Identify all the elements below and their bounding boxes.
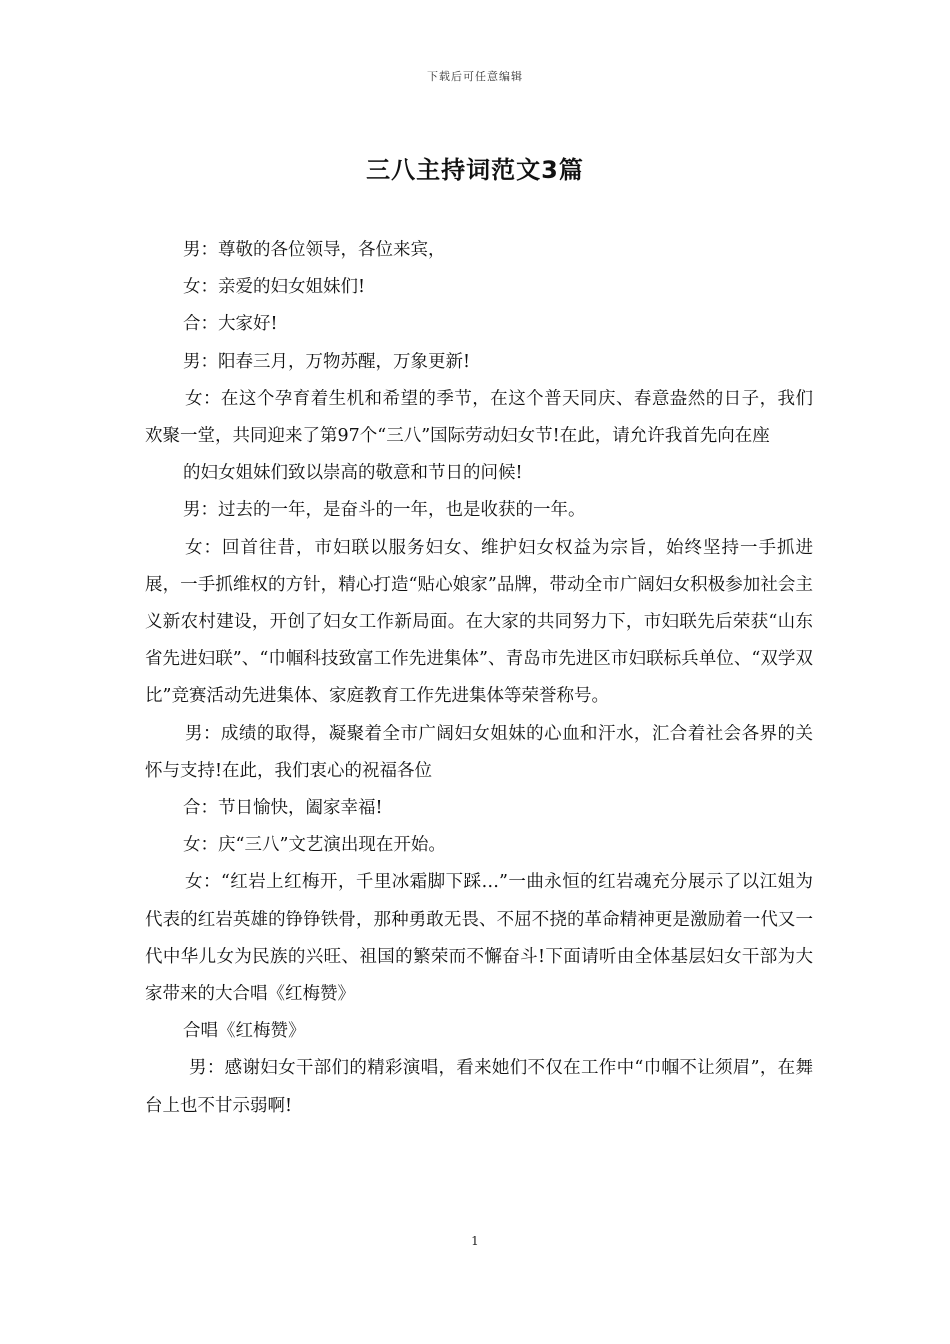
document-body — [145, 232, 813, 1125]
paragraph: 女：回首往昔，市妇联以服务妇女、维护妇女权益为宗旨，始终坚持一手抓进展，一手抓维权的方针，精心打造“贴心娘家”品牌，带动全市广阔妇女积极参加社会主义新农村建设，开创了妇女工作新局面。在大家的共同努力下，市妇联先后荣获“山东省先进妇联”、“巾帼科技致富工作先进集体”、青岛市先进区市妇联标兵单位、“双学双比”竞赛活动先进集体、家庭教育工作先进集体等荣誉称号。 — [145, 537, 813, 707]
paragraph: 合：节日愉快，阖家幸福! — [183, 798, 383, 819]
paragraph: 男：过去的一年，是奋斗的一年，也是收获的一年。 — [183, 500, 586, 521]
paragraph: 合：大家好! — [183, 314, 278, 335]
document-title: 三八主持词范文3篇 — [366, 156, 584, 184]
paragraph: 女：“红岩上红梅开，千里冰霜脚下踩…”一曲永恒的红岩魂充分展示了以江姐为代表的红岩英雄的铮铮铁骨，那种勇敢无畏、不屈不挠的革命精神更是激励着一代又一代中华儿女为民族的兴旺、祖国的繁荣而不懈奋斗!下面请听由全体基层妇女干部为大家带来的大合唱《红梅赞》 — [145, 872, 813, 1005]
paragraph: 女：庆“三八”文艺演出现在开始。 — [183, 835, 446, 856]
paragraph: 的妇女姐妹们致以崇高的敬意和节日的问候! — [183, 463, 523, 484]
paragraph: 女：在这个孕育着生机和希望的季节，在这个普天同庆、春意盎然的日子，我们欢聚一堂，共同迎来了第97个“三八”国际劳动妇女节!在此，请允许我首先向在座 — [145, 388, 813, 447]
paragraph: 男：感谢妇女干部们的精彩演唱，看来她们不仅在工作中“巾帼不让须眉”，在舞台上也不甘示弱啊! — [145, 1058, 813, 1116]
paragraph: 合唱《红梅赞》 — [183, 1021, 306, 1042]
paragraph: 男：成绩的取得，凝聚着全市广阔妇女姐妹的心血和汗水，汇合着社会各界的关怀与支持!在此，我们衷心的祝福各位 — [145, 723, 813, 781]
page-number: 1 — [471, 1234, 479, 1248]
paragraph: 男：尊敬的各位领导，各位来宾， — [183, 240, 446, 260]
paragraph: 女：亲爱的妇女姐妹们! — [183, 277, 366, 298]
header-note: 下载后可任意编辑 — [427, 70, 523, 83]
paragraph: 男：阳春三月，万物苏醒，万象更新! — [183, 351, 471, 372]
